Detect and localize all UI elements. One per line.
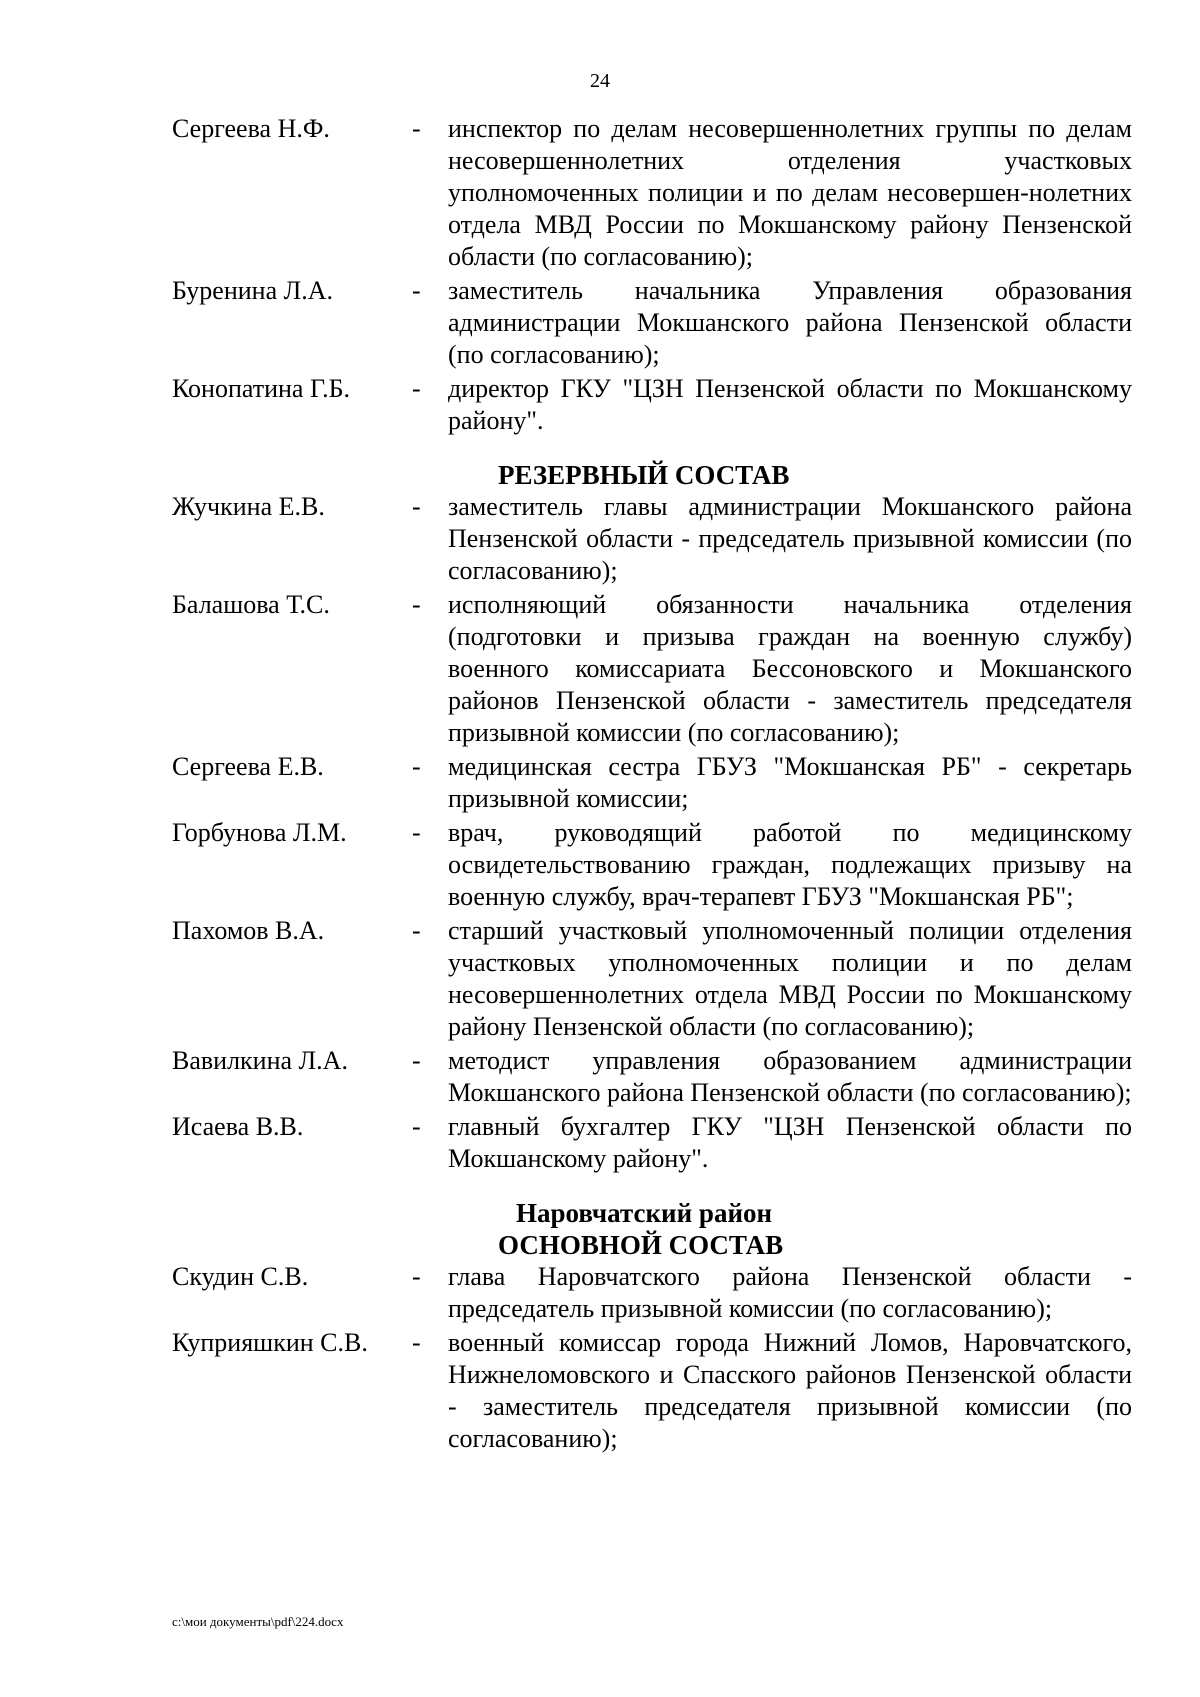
member-role: медицинская сестра ГБУЗ "Мокшанская РБ" - секретарь призывной комиссии; bbox=[448, 752, 1132, 813]
member-row bbox=[172, 491, 1132, 587]
district-heading: Наровчатский район bbox=[516, 1198, 773, 1228]
member-role: директор ГКУ "ЦЗН Пензенской области по Мокшанскому району". bbox=[448, 374, 1132, 435]
member-row bbox=[172, 373, 1132, 437]
reserve-heading: РЕЗЕРВНЫЙ СОСТАВ bbox=[498, 460, 790, 490]
dash: - bbox=[412, 752, 421, 781]
dash: - bbox=[412, 492, 421, 521]
member-name: Исаева В.В. bbox=[172, 1112, 304, 1141]
member-name: Сергеева Н.Ф. bbox=[172, 114, 330, 143]
member-role: глава Наровчатского района Пензенской области - председатель призывной комиссии (по согласованию); bbox=[448, 1262, 1132, 1323]
dash: - bbox=[412, 1112, 421, 1141]
dash: - bbox=[412, 114, 421, 143]
dash: - bbox=[412, 916, 421, 945]
file-path-footer: c:\мои документы\pdf\224.docx bbox=[172, 1614, 344, 1629]
member-role: инспектор по делам несовершеннолетних группы по делам несовершеннолетних отделения участковых уполномоченных полиции и по делам несовершен-нолетних отдела МВД России по Мокшанскому району Пензенской области (по согласованию); bbox=[448, 114, 1132, 271]
dash: - bbox=[412, 1328, 421, 1357]
member-name: Буренина Л.А. bbox=[172, 276, 334, 305]
member-name: Жучкина Е.В. bbox=[172, 492, 325, 521]
member-row bbox=[172, 1327, 1132, 1455]
dash: - bbox=[412, 1046, 421, 1075]
member-row bbox=[172, 1111, 1132, 1175]
dash: - bbox=[412, 590, 421, 619]
dash: - bbox=[412, 276, 421, 305]
member-role: военный комиссар города Нижний Ломов, Наровчатского, Нижнеломовского и Спасского районов Пензенской области - заместитель председателя призывной комиссии (по согласованию); bbox=[448, 1328, 1132, 1453]
member-name: Горбунова Л.М. bbox=[172, 818, 347, 847]
member-name: Пахомов В.А. bbox=[172, 916, 325, 945]
member-row bbox=[172, 817, 1132, 913]
member-name: Балашова Т.С. bbox=[172, 590, 330, 619]
member-row bbox=[172, 113, 1132, 273]
member-name: Скудин С.В. bbox=[172, 1262, 309, 1291]
member-name: Сергеева Е.В. bbox=[172, 752, 324, 781]
member-row bbox=[172, 1045, 1132, 1109]
member-name: Конопатина Г.Б. bbox=[172, 374, 351, 403]
member-role: заместитель начальника Управления образования администрации Мокшанского района Пензенской области (по согласованию); bbox=[448, 276, 1132, 369]
member-name: Куприяшкин С.В. bbox=[172, 1328, 368, 1357]
member-role: врач, руководящий работой по медицинскому освидетельствованию граждан, подлежащих призыву на военную службу, врач-терапевт ГБУЗ "Мокшанская РБ"; bbox=[448, 818, 1132, 911]
dash: - bbox=[412, 374, 421, 403]
commission-list bbox=[172, 113, 1132, 1455]
member-role: старший участковый уполномоченный полиции отделения участковых уполномоченных полиции и по делам несовершеннолетних отдела МВД России по Мокшанскому району Пензенской области (по согласованию); bbox=[448, 916, 1132, 1041]
dash: - bbox=[412, 1262, 421, 1291]
member-role: методист управления образованием администрации Мокшанского района Пензенской области (по согласованию); bbox=[448, 1046, 1132, 1107]
member-name: Вавилкина Л.А. bbox=[172, 1046, 348, 1075]
main-heading: ОСНОВНОЙ СОСТАВ bbox=[498, 1230, 784, 1260]
member-row bbox=[172, 915, 1132, 1043]
member-role: заместитель главы администрации Мокшанского района Пензенской области - председатель призывной комиссии (по согласованию); bbox=[448, 492, 1132, 585]
member-row bbox=[172, 275, 1132, 371]
page-number: 24 bbox=[590, 70, 610, 92]
member-row bbox=[172, 1261, 1132, 1325]
dash: - bbox=[412, 818, 421, 847]
member-row bbox=[172, 589, 1132, 749]
member-row bbox=[172, 751, 1132, 815]
member-role: исполняющий обязанности начальника отделения (подготовки и призыва граждан на военную службу) военного комиссариата Бессоновского и Мокшанского районов Пензенской области - заместитель председателя призывной комиссии (по согласованию); bbox=[448, 590, 1132, 747]
member-role: главный бухгалтер ГКУ "ЦЗН Пензенской области по Мокшанскому району". bbox=[448, 1112, 1132, 1173]
